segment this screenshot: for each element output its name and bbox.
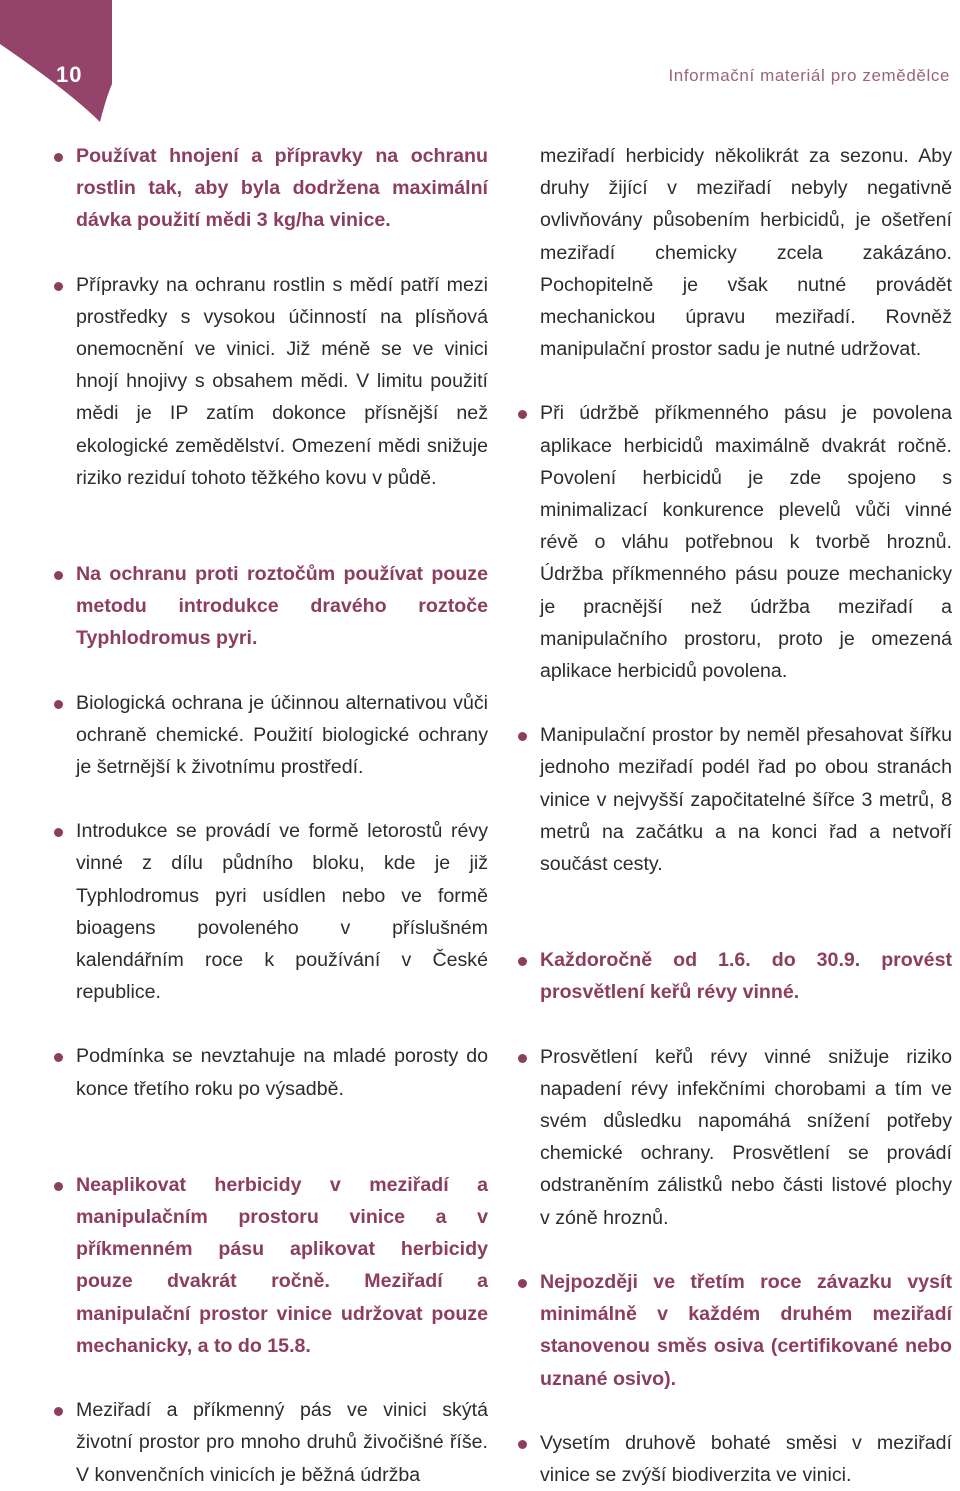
left-column xyxy=(76,140,488,1491)
paragraph-young-vines: Podmínka se nevztahuje na mladé porosty do konce třetího roku po výsadbě. xyxy=(76,1040,488,1104)
paragraph-copper-info: Přípravky na ochranu rostlin s mědí patří mezi prostředky s vysokou účinností na plísňová onemocnění ve vinici. Již méně se ve vinici hnojí hnojivy s obsahem mědi. V limitu použití mědi je IP zatím dokonce přísnější než ekologické zemědělství. Omezení mědi snižuje riziko reziduí tohoto těžkého kovu v půdě. xyxy=(76,269,488,494)
page-number: 10 xyxy=(56,62,83,87)
paragraph-biodiversity: Vysetím druhově bohaté směsi v meziřadí vinice se zvýší biodiverzita ve vinici. xyxy=(540,1427,952,1491)
right-column xyxy=(540,140,952,1491)
rule-canopy-thinning: Každoročně od 1.6. do 30.9. provést prosvětlení keřů révy vinné. xyxy=(540,944,952,1008)
rule-seed-mixture: Nejpozději ve třetím roce závazku vysít minimálně v každém druhém meziřadí stanovenou směs osiva (certifikované nebo uznané osivo). xyxy=(540,1266,952,1395)
paragraph-canopy-thinning: Prosvětlení keřů révy vinné snižuje riziko napadení révy infekčními chorobami a tím ve svém důsledku napomáhá snížení potřeby chemické ochrany. Prosvětlení se provádí odstraněním zálistků nebo části listové plochy v zóně hroznů. xyxy=(540,1041,952,1234)
paragraph-biological-protection: Biologická ochrana je účinnou alternativou vůči ochraně chemické. Použití biologické ochrany je šetrnější k životnímu prostředí. xyxy=(76,687,488,784)
paragraph-interrow-habitat: Meziřadí a příkmenný pás ve vinici skýtá životní prostor pro mnoho druhů živočišné říše. V konvenčních vinicích je běžná údržba xyxy=(76,1394,488,1491)
paragraph-row-strip: Při údržbě příkmenného pásu je povolena aplikace herbicidů maximálně dvakrát ročně. Povolení herbicidů je zde spojeno s minimalizací konkurence plevelů vůči vinné révě o vláhu potřebnou k tvorbě hroznů. Údržba příkmenného pásu pouze mechanicky je pracnější než údržba meziřadí a manipulačního prostoru, proto je omezená aplikace herbicidů povolena. xyxy=(540,397,952,687)
rule-mites-protection: Na ochranu proti roztočům používat pouze metodu introdukce dravého roztoče Typhlodromus pyri. xyxy=(76,558,488,655)
paragraph-manipulation-space: Manipulační prostor by neměl přesahovat šířku jednoho meziřadí podél řad po obou stranách vinice v nejvyšší započitatelné šířce 3 metrů, 8 metrů na začátku a na konci řad a netvoří součást cesty. xyxy=(540,719,952,880)
page-corner-shape xyxy=(0,0,112,122)
paragraph-interrow-continued: meziřadí herbicidy několikrát za sezonu. Aby druhy žijící v meziřadí nebyly negativně ovlivňovány působením herbicidů, je ošetření meziřadí chemicky zcela zakázáno. Pochopitelně je však nutné provádět mechanickou úpravu meziřadí. Rovněž manipulační prostor sadu je nutné udržovat. xyxy=(540,145,952,361)
rule-herbicides: Neaplikovat herbicidy v meziřadí a manipulačním prostoru vinice a v příkmenném pásu aplikovat herbicidy pouze dvakrát ročně. Meziřadí a manipulační prostor vinice udržovat pouze mechanicky, a to do 15.8. xyxy=(76,1169,488,1362)
header-title: Informační materiál pro zemědělce xyxy=(668,66,950,85)
rule-copper-limit: Používat hnojení a přípravky na ochranu rostlin tak, aby byla dodržena maximální dávka použití mědi 3 kg/ha vinice. xyxy=(76,140,488,237)
paragraph-introduction: Introdukce se provádí ve formě letorostů révy vinné z dílu půdního bloku, kde je již Typhlodromus pyri usídlen nebo ve formě bioagens povoleného v příslušném kalendářním roce k používání v České republice. xyxy=(76,815,488,1008)
page-corner-badge xyxy=(0,0,112,122)
